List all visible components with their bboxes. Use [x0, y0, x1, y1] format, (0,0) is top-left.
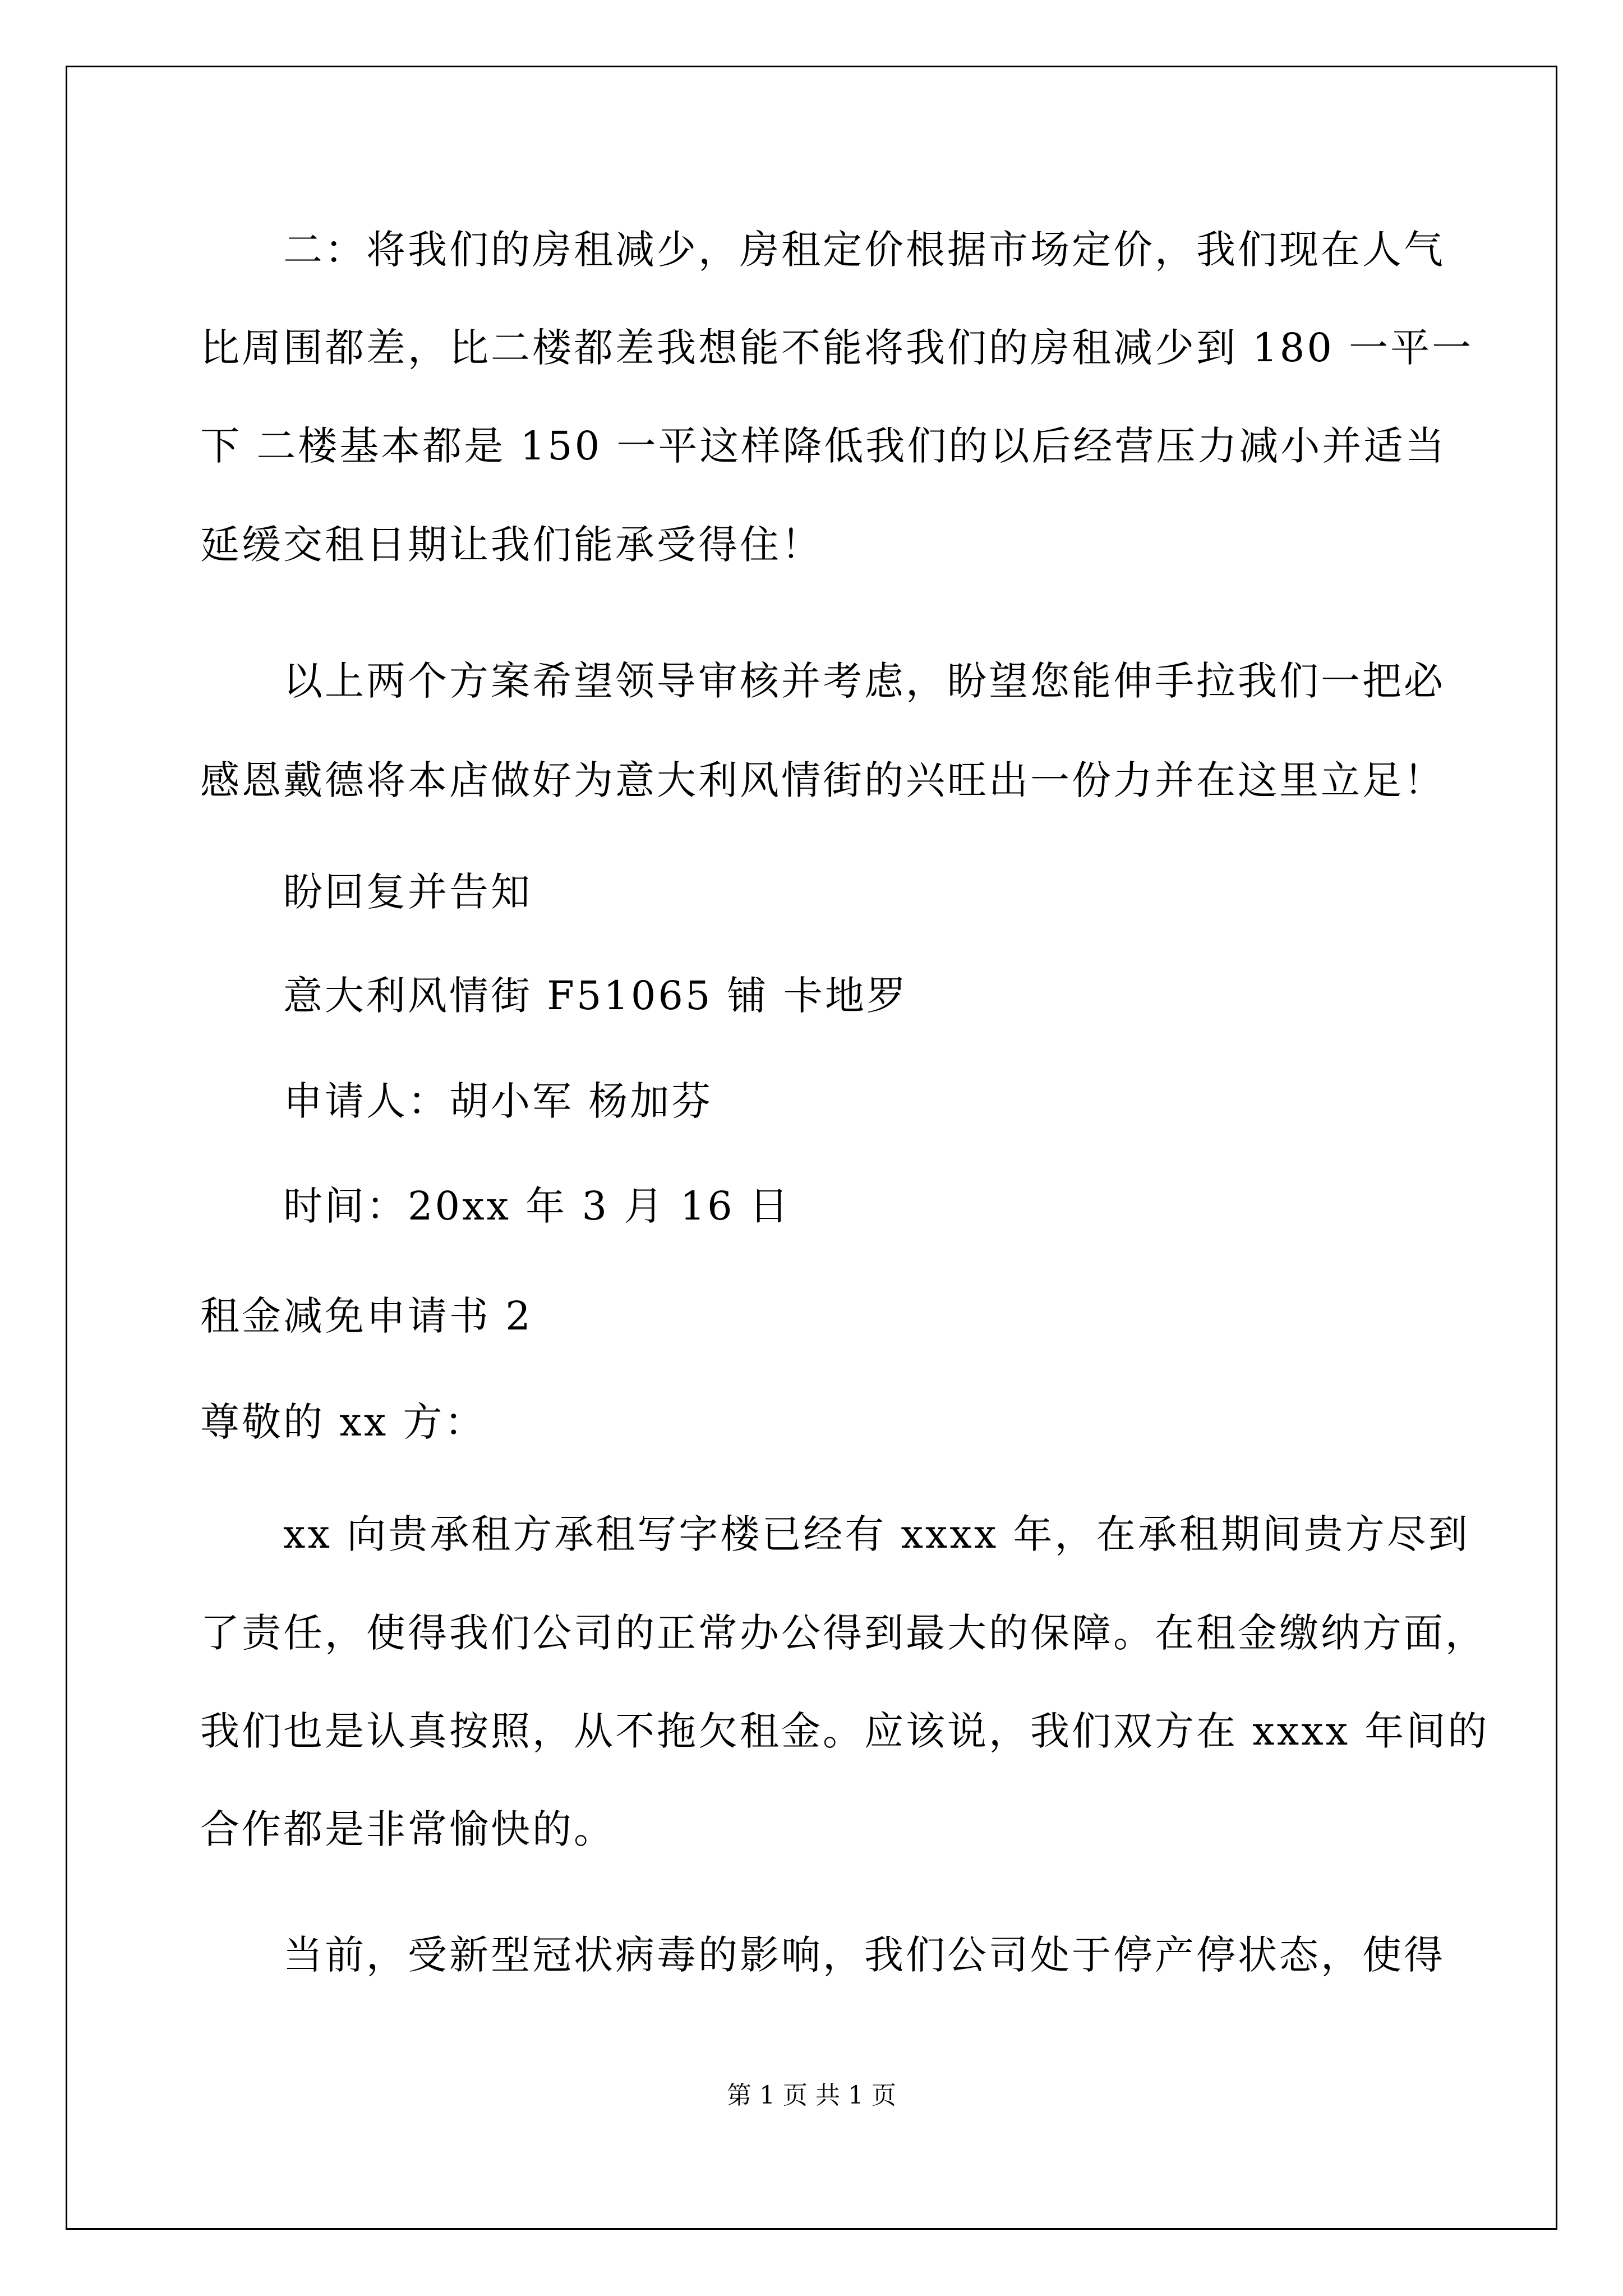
page-number: 第 1 页 共 1 页	[727, 2081, 896, 2110]
paragraph-line: 当前，受新型冠状病毒的影响，我们公司处于停产停状态，使得	[283, 1932, 1445, 1978]
paragraph-line: 延缓交租日期让我们能承受得住！	[200, 522, 823, 568]
page-border	[66, 66, 1557, 2230]
paragraph-line: 了责任，使得我们公司的正常办公得到最大的保障。在租金缴纳方面，	[200, 1610, 1487, 1656]
paragraph-line: 比周围都差，比二楼都差我想能不能将我们的房租减少到 180 一平一	[200, 325, 1474, 371]
paragraph-line: xx 向贵承租方承租写字楼已经有 xxxx 年，在承租期间贵方尽到	[283, 1511, 1470, 1557]
section-title: 租金减免申请书 2	[200, 1293, 533, 1339]
applicant-signature: 申请人：胡小军 杨加芬	[283, 1078, 713, 1124]
date-line: 时间：20xx 年 3 月 16 日	[283, 1183, 791, 1229]
salutation: 尊敬的 xx 方：	[200, 1399, 486, 1445]
paragraph-line: 我们也是认真按照，从不拖欠租金。应该说，我们双方在 xxxx 年间的	[200, 1708, 1490, 1754]
closing-line: 盼回复并告知	[283, 869, 532, 915]
shop-signature: 意大利风情街 F51065 铺 卡地罗	[283, 973, 909, 1019]
paragraph-line: 二：将我们的房租减少，房租定价根据市场定价，我们现在人气	[283, 227, 1445, 273]
paragraph-line: 合作都是非常愉快的。	[200, 1806, 615, 1852]
paragraph-line: 下 二楼基本都是 150 一平这样降低我们的以后经营压力减小并适当	[200, 423, 1447, 469]
paragraph-line: 感恩戴德将本店做好为意大利风情街的兴旺出一份力并在这里立足！	[200, 757, 1445, 803]
paragraph-line: 以上两个方案希望领导审核并考虑，盼望您能伸手拉我们一把必	[283, 658, 1445, 704]
